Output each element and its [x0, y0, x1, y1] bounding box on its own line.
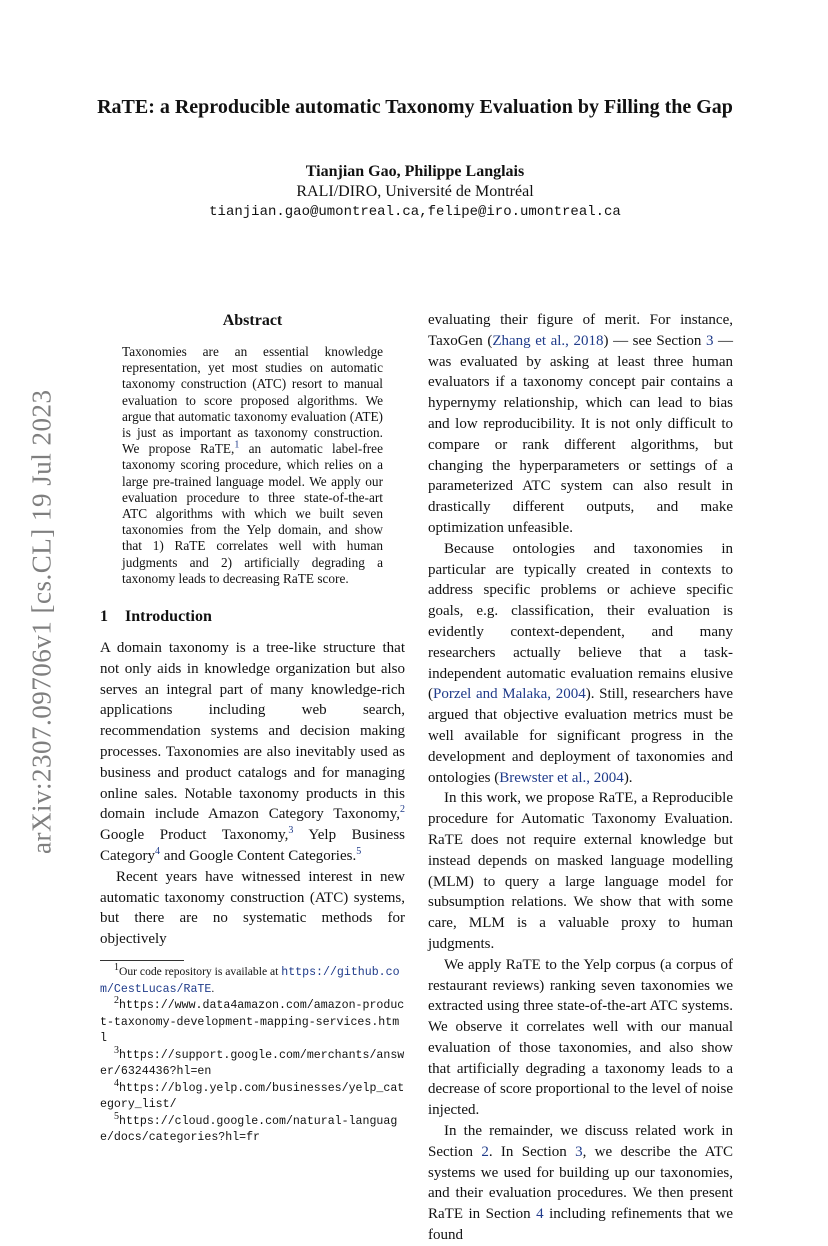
footnote-ref-1[interactable]: 1 [234, 439, 240, 451]
text-span: evaluating their figure of merit. For instance, TaxoGen ( [428, 312, 733, 349]
footnote-5 [100, 1110, 405, 1146]
footnote-link[interactable]: https://cloud.google.com/natural-language/docs/categories?hl=fr [100, 1114, 398, 1144]
section-number: 1 [100, 608, 108, 626]
footnote-mark: 4 [114, 1077, 119, 1089]
citation-link[interactable]: Brewster et al., 2004 [499, 769, 624, 786]
right-paragraph-5 [428, 1121, 733, 1246]
footnote-divider [100, 960, 184, 961]
author-emails: tianjian.gao@umontreal.ca,felipe@iro.umontreal.ca [209, 204, 621, 220]
footnote-2 [100, 997, 405, 1047]
footnote-ref-4[interactable]: 4 [154, 846, 160, 858]
footnote-link[interactable]: https://github.com/CestLucas/RaTE [100, 966, 400, 996]
footnote-mark: 3 [114, 1044, 119, 1056]
right-column [428, 310, 733, 1246]
footnote-link[interactable]: https://blog.yelp.com/businesses/yelp_category_list/ [100, 1081, 405, 1111]
footnote-ref-2[interactable]: 2 [400, 804, 405, 816]
text-span: including refinements that we found [428, 1206, 733, 1244]
footnote-mark: 5 [114, 1110, 119, 1122]
text-span: ). Still, researchers have argued that objective evaluation metrics must be well available for significant progress in the development and deployment of taxonomies and ontologies ( [428, 686, 733, 786]
right-paragraph-3: In this work, we propose RaTE, a Reproducible procedure for Automatic Taxonomy Evaluation. RaTE does not require external knowledge but instead depends on masked language modelling (MLM) to query a large language model for subsumption relations. We show that with some care, MLM is a valuable proxy to human judgments. [428, 790, 733, 952]
author-block [120, 162, 710, 222]
text-span: and Google Content Categories. [159, 848, 357, 865]
text-span: . In Section [488, 1143, 576, 1160]
footnote-mark: 2 [114, 995, 119, 1007]
abstract-heading: Abstract [222, 312, 283, 329]
text-span: ) — see Section [603, 332, 706, 349]
paper-title: RaTE: a Reproducible automatic Taxonomy Evaluation by Filling the Gap [97, 96, 733, 118]
text-span: ). [623, 769, 633, 786]
arxiv-identifier: arXiv:2307.09706v1 [cs.CL] 19 Jul 2023 [26, 389, 57, 855]
text-span: Yelp Business Category [100, 827, 405, 865]
section-ref-link[interactable]: 3 [575, 1143, 583, 1160]
citation-link[interactable]: Zhang et al., 2018 [492, 332, 604, 349]
section-ref-link[interactable]: 4 [536, 1206, 544, 1223]
text-span: A domain taxonomy is a tree-like structure that not only aids in knowledge organization but also serves an integral part of many knowledge-rich applications including web search, recommendation systems and decision making processes. Taxonomies are also inevitably used as business and product catalogs and for managing online sales. Notable taxonomy products in this domain include Amazon Category Taxonomy, [100, 640, 405, 823]
text-span: , we describe the ATC systems we used for building up our taxonomies, and their evaluation procedures. We then present RaTE in Section [428, 1143, 733, 1223]
author-affiliation: RALI/DIRO, Université de Montréal [296, 183, 534, 200]
footnote-text: Our code repository is available at [119, 965, 282, 978]
footnote-text: . [211, 981, 215, 995]
section-title: Introduction [125, 608, 212, 626]
left-column [100, 310, 405, 1146]
author-names: Tianjian Gao, Philippe Langlais [305, 163, 525, 180]
abstract-text [122, 344, 383, 587]
footnotes [100, 964, 405, 1146]
intro-paragraph-1 [100, 638, 405, 867]
section-ref-link[interactable]: 2 [481, 1143, 489, 1160]
section-ref-link[interactable]: 3 [705, 332, 714, 349]
intro-paragraph-2: Recent years have witnessed interest in new automatic taxonomy construction (ATC) systems, but there are no systematic methods for objectively [100, 868, 405, 948]
footnote-3 [100, 1044, 405, 1080]
text-span: Because ontologies and taxonomies in particular are typically created in contexts to address specific problems or achieve specific goals, e.g. classification, their evaluation is evidently context-dependent, and many researchers actually believe that a task-independent automatic evaluation remains elusive ( [428, 540, 733, 703]
abstract-text-a: Taxonomies are an essential knowledge representation, yet most studies on automatic taxonomy construction (ATC) resort to manual evaluation to score proposed algorithms. We argue that automatic taxonomy evaluation (ATE) is just as important as taxonomy construction. We propose RaTE, [122, 344, 383, 457]
right-paragraph-1 [428, 310, 733, 539]
footnote-1 [100, 964, 405, 997]
right-paragraph-4: We apply RaTE to the Yelp corpus (a corpus of restaurant reviews) ranking seven taxonomies we extracted using three state-of-the-art ATC systems. We observe it correlates well with our manual evaluation of those taxonomies, and also show that artificially degrading a taxonomy leads to a decrease of score proportional to the level of noise injected. [428, 956, 733, 1119]
footnote-link[interactable]: https://support.google.com/merchants/answer/6324436?hl=en [100, 1048, 405, 1078]
section-heading-introduction [100, 608, 405, 626]
citation-link[interactable]: Porzel and Malaka, 2004 [433, 686, 586, 703]
text-span: — was evaluated by asking at least three human evaluators if a taxonomy concept pair contains a hypernymy relationship, which can lead to bias and low reproducibility. It is not only difficult to compare or rank different algorithms, but changing the hyperparameters or settings of a parameterized ATC system can also result in drastically different outputs, and make optimization unfeasible. [428, 332, 734, 536]
abstract-text-b: an automatic label-free taxonomy scoring procedure, which relies on a large pre-trained language model. We apply our evaluation procedure to three state-of-the-art ATC algorithms with which we built seven taxonomies from the Yelp domain, and show that 1) RaTE correlates well with human judgments and 2) artificially degrading a taxonomy leads to decreasing RaTE score. [122, 441, 383, 586]
footnote-ref-3[interactable]: 3 [288, 825, 294, 837]
footnote-4 [100, 1077, 405, 1113]
text-span: In the remainder, we discuss related work in Section [428, 1123, 733, 1160]
footnote-mark: 1 [114, 962, 119, 974]
text-span: Google Product Taxonomy, [100, 827, 289, 844]
footnote-ref-5[interactable]: 5 [356, 846, 362, 858]
right-paragraph-2 [428, 539, 733, 789]
footnote-link[interactable]: https://www.data4amazon.com/amazon-product-taxonomy-development-mapping-services.html [100, 999, 405, 1045]
